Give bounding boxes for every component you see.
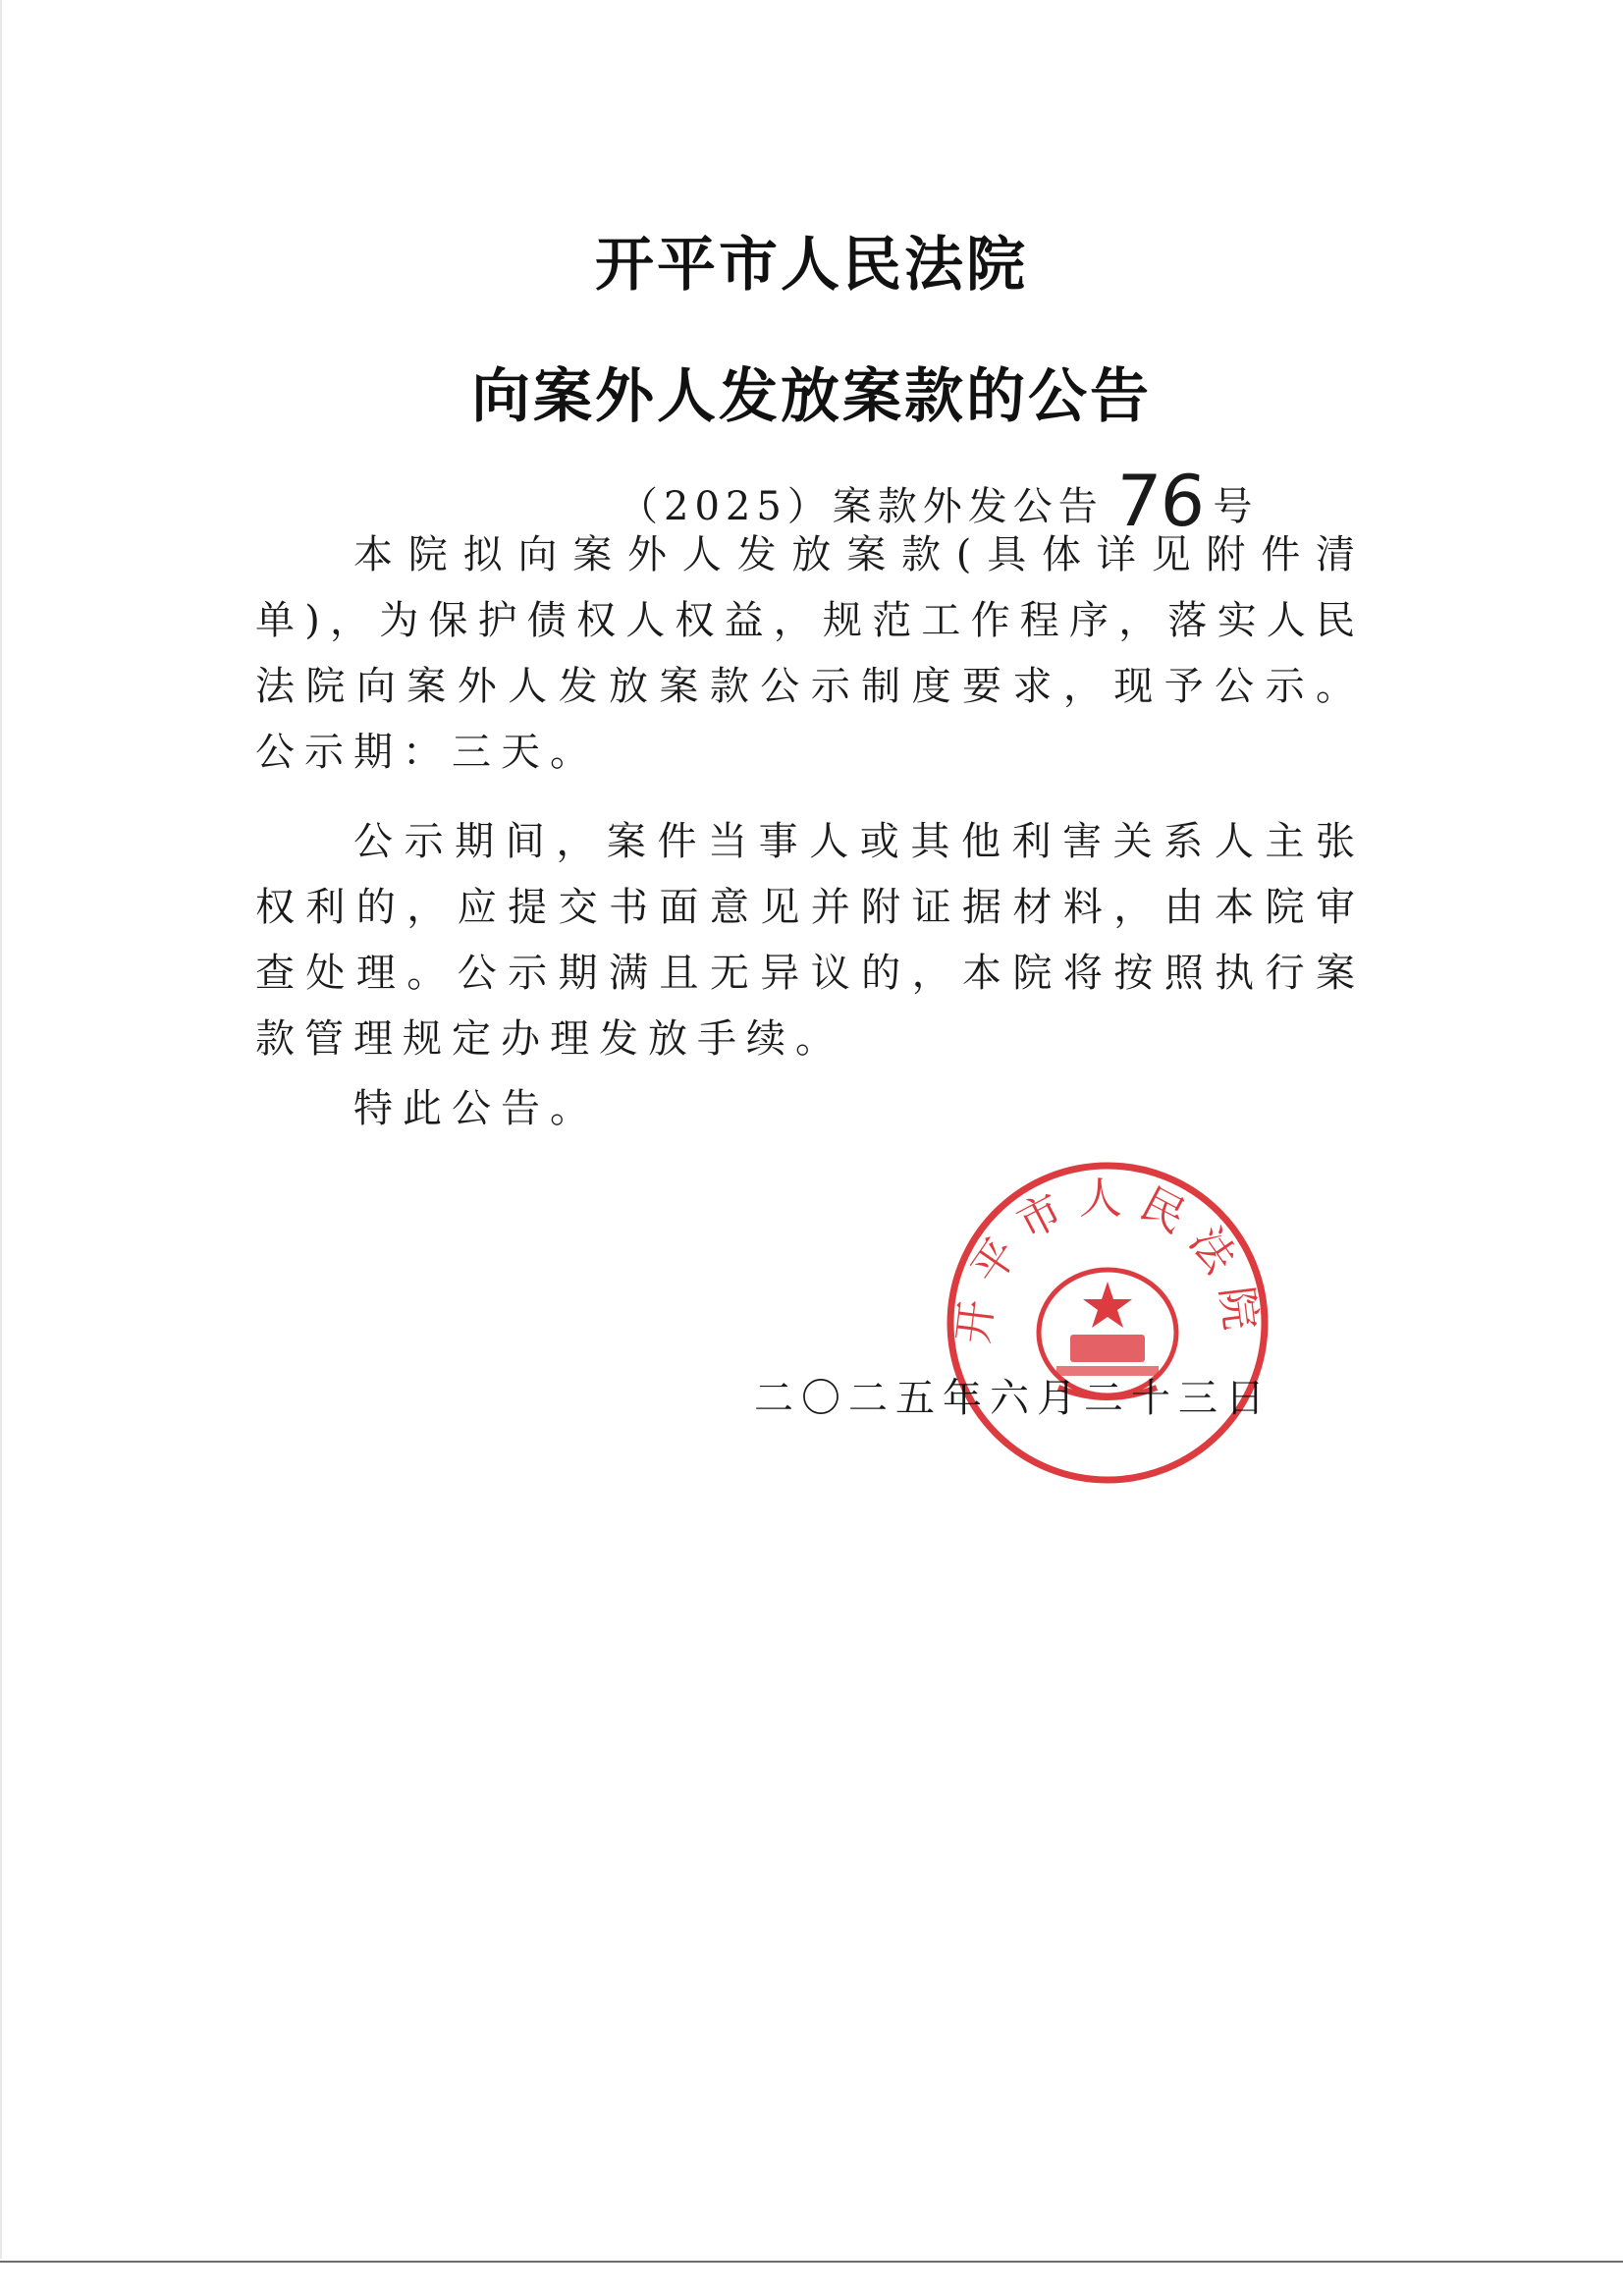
scan-border-line — [0, 2261, 1623, 2263]
document-number-handwritten: 76 — [1111, 460, 1209, 542]
court-seal — [941, 1156, 1274, 1490]
emblem-base — [1056, 1366, 1159, 1376]
paragraph-objection: 公示期间，案件当事人或其他利害关系人主张权利的，应提交书面意见并附证据材料，由本院审查处理。公示期满且无异议的，本院将按照执行案款管理规定办理发放手续。 — [255, 819, 1365, 1062]
national-emblem-icon — [1039, 1270, 1176, 1397]
seal-text-path: 开平市人民法院 — [947, 1174, 1268, 1346]
paragraph-closing: 特此公告。 — [353, 1086, 599, 1131]
notice-title: 向案外人发放案款的公告 — [471, 362, 1152, 431]
document-number-prefix: （2025）案款外发公告 — [619, 484, 1104, 529]
document-number-suffix: 号 — [1213, 484, 1259, 529]
scan-edge — [0, 0, 2, 2259]
seal-text — [948, 1174, 1268, 1346]
emblem-star — [1083, 1282, 1132, 1328]
emblem-gate — [1070, 1335, 1145, 1362]
court-name-title: 开平市人民法院 — [595, 231, 1028, 300]
issue-date: 二〇二五年六月二十三日 — [754, 1376, 1272, 1421]
paragraph-announcement: 本院拟向案外人发放案款(具体详见附件清单)，为保护债权人权益，规范工作程序，落实人民法院向案外人发放案款公示制度要求，现予公示。公示期：三天。 — [255, 532, 1365, 775]
